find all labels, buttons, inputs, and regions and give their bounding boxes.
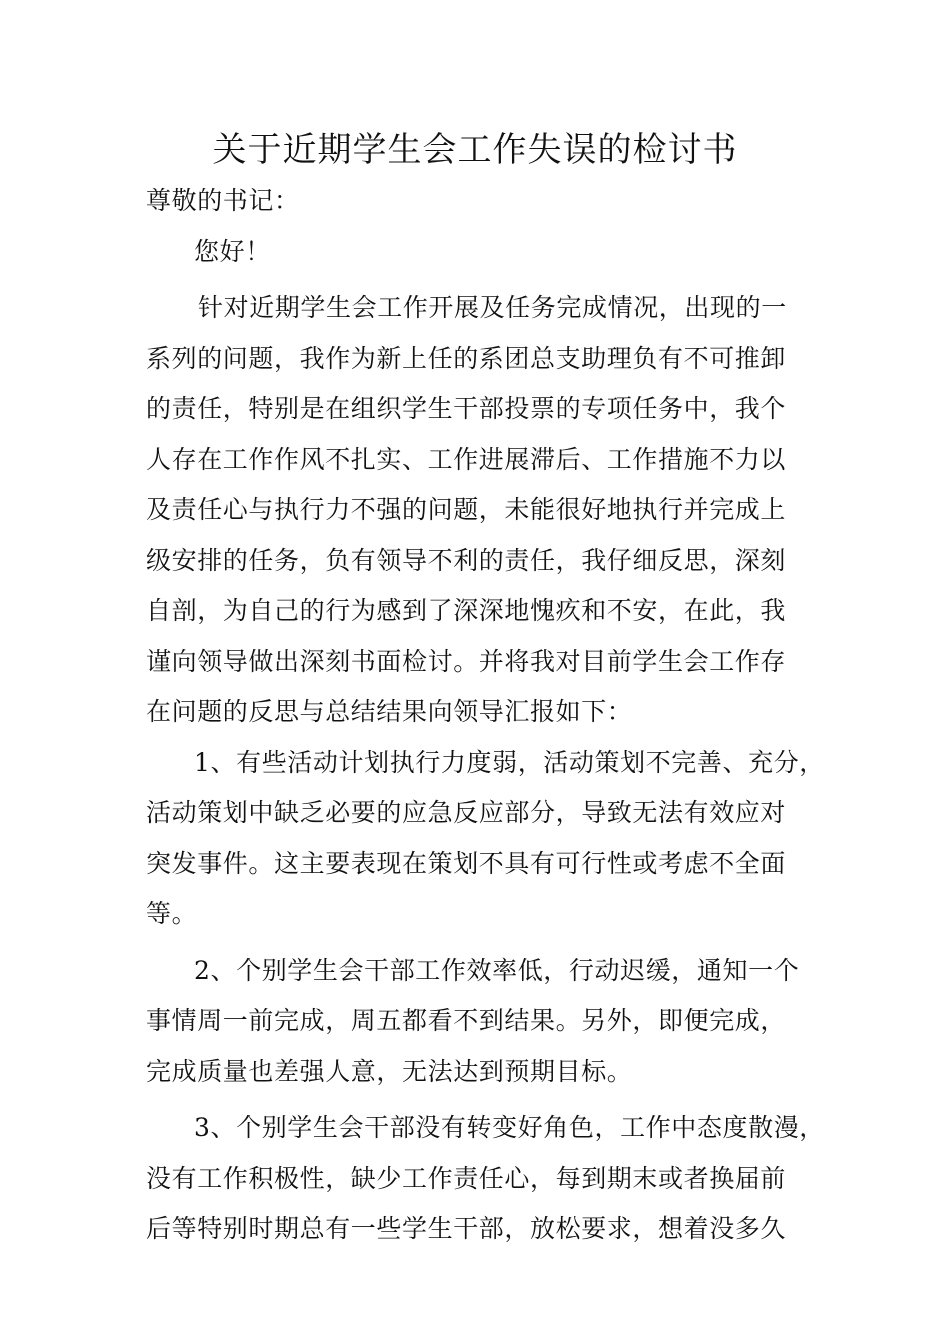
document-title: 关于近期学生会工作失误的检讨书 bbox=[212, 130, 738, 170]
text-line: 1、有些活动计划执行力度弱，活动策划不完善、充分， bbox=[194, 747, 825, 777]
text-line: 自剖，为自己的行为感到了深深地愧疚和不安，在此，我 bbox=[146, 596, 787, 625]
text-line: 突发事件。这主要表现在策划不具有可行性或考虑不全面 bbox=[146, 848, 787, 878]
text-line: 后等特别时期总有一些学生干部，放松要求，想着没多久 bbox=[146, 1214, 787, 1243]
text-line: 3、个别学生会干部没有转变好角色，工作中态度散漫， bbox=[194, 1113, 825, 1142]
paragraph-intro bbox=[146, 283, 836, 738]
text-line: 2、个别学生会干部工作效率低，行动迟缓，通知一个 bbox=[194, 955, 800, 985]
text-line: 级安排的任务，负有领导不利的责任，我仔细反思，深刻 bbox=[146, 545, 787, 575]
greeting: 您好！ bbox=[194, 236, 271, 266]
text-line: 没有工作积极性，缺少工作责任心，每到期末或者换届前 bbox=[146, 1163, 787, 1193]
paragraph-item-2 bbox=[146, 946, 836, 1098]
paragraph-item-1 bbox=[146, 738, 836, 940]
text-line: 系列的问题，我作为新上任的系团总支助理负有不可推卸 bbox=[146, 343, 787, 373]
text-line: 及责任心与执行力不强的问题，未能很好地执行并完成上 bbox=[146, 495, 787, 524]
text-line: 活动策划中缺乏必要的应急反应部分，导致无法有效应对 bbox=[146, 798, 787, 827]
text-line: 完成质量也差强人意，无法达到预期目标。 bbox=[146, 1056, 633, 1086]
text-line: 谨向领导做出深刻书面检讨。并将我对目前学生会工作存 bbox=[146, 646, 787, 676]
text-line: 人存在工作作风不扎实、工作进展滞后、工作措施不力以 bbox=[146, 444, 787, 474]
paragraph-item-3 bbox=[146, 1103, 836, 1255]
text-line: 在问题的反思与总结结果向领导汇报如下： bbox=[146, 697, 633, 726]
text-line: 事情周一前完成，周五都看不到结果。另外，即便完成， bbox=[146, 1006, 787, 1035]
text-line: 针对近期学生会工作开展及任务完成情况，出现的一 bbox=[198, 293, 787, 322]
salutation: 尊敬的书记： bbox=[146, 186, 300, 215]
text-line: 的责任，特别是在组织学生干部投票的专项任务中，我个 bbox=[146, 394, 787, 423]
text-line: 等。 bbox=[146, 899, 198, 928]
document-body bbox=[146, 176, 836, 1255]
